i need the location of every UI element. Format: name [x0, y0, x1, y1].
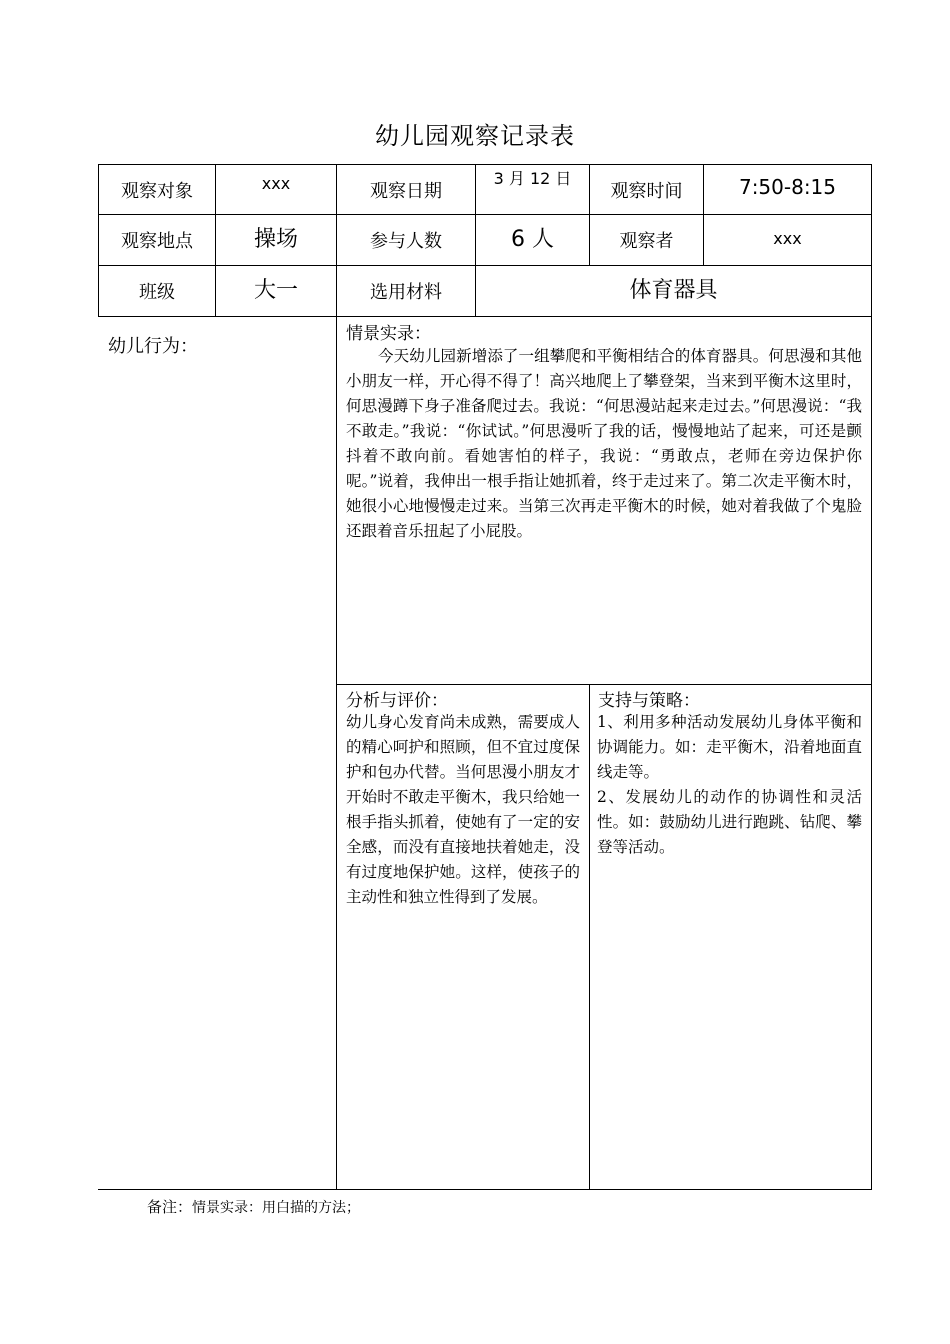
- behavior-label: 幼儿行为：: [108, 336, 198, 357]
- strategy-item-1: 1、利用多种活动发展幼儿身体平衡和协调能力。如：走平衡木，沿着地面直线走等。: [597, 713, 862, 781]
- time-label: 观察时间: [610, 180, 683, 202]
- material-value: 体育器具: [629, 277, 718, 303]
- count-label: 参与人数: [370, 231, 442, 252]
- note-text: 情景实录：用白描的方法；: [192, 1200, 361, 1216]
- count-value: 6 人: [511, 226, 554, 252]
- analysis-label: 分析与评价：: [346, 691, 448, 711]
- observer-label: 观察者: [619, 231, 674, 252]
- note-label: 备注：: [147, 1198, 193, 1216]
- subject-value: xxx: [261, 173, 291, 193]
- class-label: 班级: [139, 282, 175, 303]
- footnote: [147, 1196, 360, 1217]
- place-label: 观察地点: [121, 231, 193, 252]
- strategy-item-2: 2、发展幼儿的动作的协调性和灵活性。如：鼓励幼儿进行跑跳、钻爬、攀登等活动。: [597, 788, 862, 856]
- strategy-label: 支持与策略：: [598, 691, 700, 711]
- material-label: 选用材料: [370, 282, 442, 303]
- place-value: 操场: [253, 226, 298, 252]
- date-label: 观察日期: [370, 180, 442, 202]
- record-label: 情景实录：: [346, 324, 431, 344]
- class-value: 大一: [253, 277, 298, 303]
- page-title: 幼儿园观察记录表: [375, 122, 575, 150]
- time-value: 7:50-8:15: [738, 175, 837, 199]
- observer-value: xxx: [773, 228, 802, 248]
- subject-label: 观察对象: [121, 180, 193, 202]
- record-text: 今天幼儿园新增添了一组攀爬和平衡相结合的体育器具。何思漫和其他小朋友一样，开心得不得了！高兴地爬上了攀登架，当来到平衡木这里时，何思漫蹲下身子准备爬过去。我说：“何思漫站起来走过去。”何思漫说：“我不敢走。”我说：“你试试。”何思漫听了我的话，慢慢地站了起来，可还是颤抖着不敢向前。看她害怕的样子，我说：“勇敢点，老师在旁边保护你呢。”说着，我伸出一根手指让她抓着，终于走过来了。第二次走平衡木时，她很小心地慢慢走过来。当第三次再走平衡木的时候，她对着我做了个鬼脸还跟着音乐扭起了小屁股。: [346, 347, 862, 540]
- date-value: 3 月 12 日: [493, 168, 572, 188]
- analysis-text: 幼儿身心发育尚未成熟，需要成人的精心呵护和照顾，但不宜过度保护和包办代替。当何思漫小朋友才开始时不敢走平衡木，我只给她一根手指头抓着，使她有了一定的安全感，而没有直接地扶着她走，没有过度地保护她。这样，使孩子的主动性和独立性得到了发展。: [346, 713, 580, 906]
